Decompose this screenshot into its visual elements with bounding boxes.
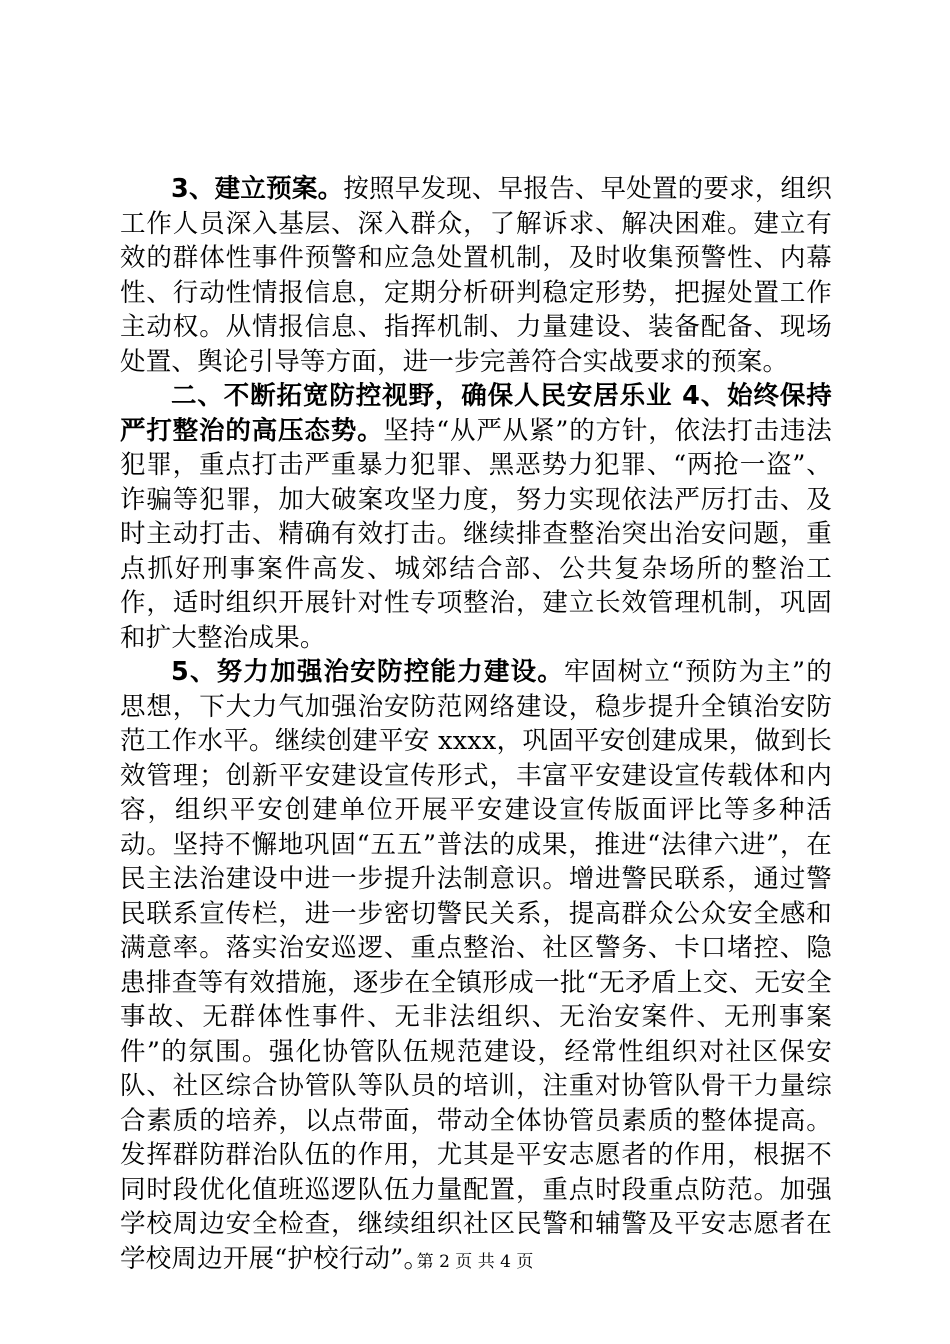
paragraph-security-capacity [120, 655, 832, 1276]
paragraph-crackdown [120, 379, 832, 655]
paragraph-heading: 3、建立预案。 [171, 174, 344, 204]
paragraph-text: 牢固树立“预防为主”的思想，下大力气加强治安防范网络建设，稳步提升全镇治安防范工作水平。继续创建平安 xxxx，巩固平安创建成果，做到长效管理；创新平安建设宣传形式，丰富平安建设宣传载体和内容，组织平安创建单位开展平安建设宣传版面评比等多种活动。坚持不懈地巩固“五五”普法的成果，推进“法律六进”，在民主法治建设中进一步提升法制意识。增进警民联系，通过警民联系宣传栏，进一步密切警民关系，提高群众公众安全感和满意率。落实治安巡逻、重点整治、社区警务、卡口堵控、隐患排查等有效措施，逐步在全镇形成一批“无矛盾上交、无安全事故、无群体性事件、无非法组织、无治安案件、无刑事案件”的氛围。强化协管队伍规范建设，经常性组织对社区保安队、社区综合协管队等队员的培训，注重对协管队骨干力量综合素质的培养，以点带面，带动全体协管员素质的整体提高。发挥群防群治队伍的作用，尤其是平安志愿者的作用，根据不同时段优化值班巡逻队伍力量配置，重点时段重点防范。加强学校周边安全检查，继续组织社区民警和辅警及平安志愿者在学校周边开展“护校行动”。 [120, 657, 832, 1274]
document-body [120, 172, 832, 1276]
paragraph-text: 坚持“从严从紧”的方针，依法打击违法犯罪，重点打击严重暴力犯罪、黑恶势力犯罪、“两抢一盗”、诈骗等犯罪，加大破案攻坚力度，努力实现依法严厉打击、及时主动打击、精确有效打击。继续排查整治突出治安问题，重点抓好刑事案件高发、城郊结合部、公共复杂场所的整治工作，适时组织开展针对性专项整治，建立长效管理机制，巩固和扩大整治成果。 [120, 415, 832, 653]
paragraph-text: 按照早发现、早报告、早处置的要求，组织工作人员深入基层、深入群众，了解诉求、解决困难。建立有效的群体性事件预警和应急处置机制，及时收集预警性、内幕性、行动性情报信息，定期分析研判稳定形势，把握处置工作主动权。从情报信息、指挥机制、力量建设、装备配备、现场处置、舆论引导等方面，进一步完善符合实战要求的预案。 [120, 174, 832, 377]
paragraph-heading: 二、不断拓宽防控视野，确保人民安居乐业 4、始终保持严打整治的高压态势。 [120, 381, 832, 446]
paragraph-heading: 5、努力加强治安防控能力建设。 [171, 657, 565, 687]
page-number-label: 第 2 页 共 4 页 [416, 1252, 534, 1272]
page-footer [0, 1247, 950, 1272]
paragraph-establish-plan [120, 172, 832, 379]
